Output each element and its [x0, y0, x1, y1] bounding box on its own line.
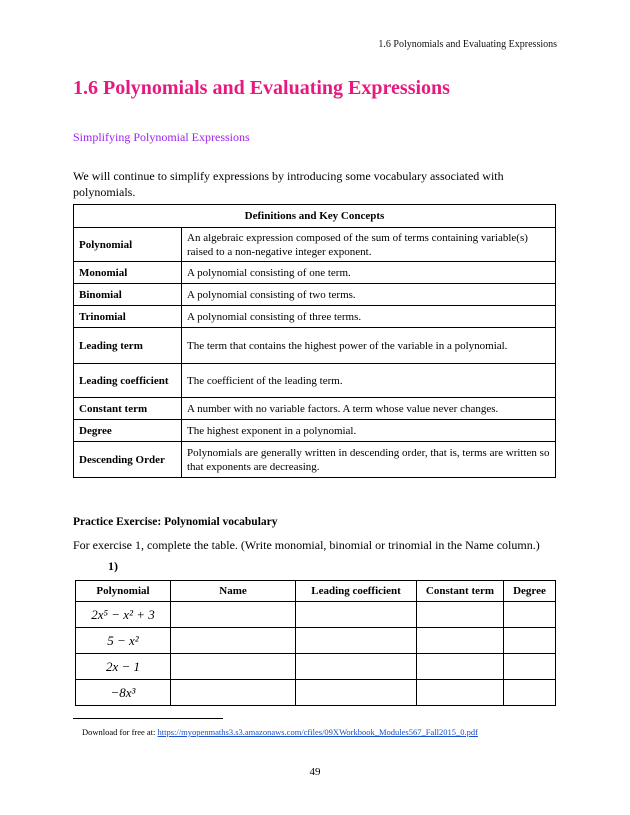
footnote-rule: [73, 718, 223, 719]
constant-term-answer-cell[interactable]: [417, 680, 504, 706]
polynomial-cell: 2x⁵ − x² + 3: [76, 602, 171, 628]
definition-term: Degree: [74, 420, 182, 442]
definition-text: The term that contains the highest power of the variable in a polynomial.: [182, 328, 556, 364]
definition-term: Descending Order: [74, 442, 182, 478]
definition-term: Trinomial: [74, 306, 182, 328]
constant-term-answer-cell[interactable]: [417, 602, 504, 628]
practice-row: [76, 602, 556, 628]
definition-row: [74, 228, 556, 262]
practice-header-row: [76, 581, 556, 602]
definition-term: Leading coefficient: [74, 364, 182, 398]
definition-term: Constant term: [74, 398, 182, 420]
definition-text: An algebraic expression composed of the sum of terms containing variable(s) raised to a non-negative integer exponent.: [182, 228, 556, 262]
definition-row: [74, 398, 556, 420]
practice-row: [76, 654, 556, 680]
definition-text: A number with no variable factors. A term whose value never changes.: [182, 398, 556, 420]
definition-term: Leading term: [74, 328, 182, 364]
page-number: 49: [309, 766, 321, 778]
name-answer-cell[interactable]: [171, 602, 296, 628]
definition-row: [74, 284, 556, 306]
degree-answer-cell[interactable]: [504, 602, 556, 628]
definition-text: A polynomial consisting of three terms.: [182, 306, 556, 328]
definitions-header-row: [74, 205, 556, 228]
polynomial-cell: 2x − 1: [76, 654, 171, 680]
intro-paragraph: We will continue to simplify expressions by introducing some vocabulary associated with polynomials.: [73, 169, 504, 199]
practice-table: [75, 580, 556, 706]
definition-term: Polynomial: [74, 228, 182, 262]
section-title: Simplifying Polynomial Expressions: [73, 130, 250, 144]
footnote: [82, 727, 478, 737]
column-header: Constant term: [417, 581, 504, 602]
column-header: Polynomial: [76, 581, 171, 602]
column-header: Leading coefficient: [296, 581, 417, 602]
degree-answer-cell[interactable]: [504, 654, 556, 680]
leading-coefficient-answer-cell[interactable]: [296, 602, 417, 628]
definition-row: [74, 420, 556, 442]
leading-coefficient-answer-cell[interactable]: [296, 654, 417, 680]
definition-text: A polynomial consisting of one term.: [182, 262, 556, 284]
definition-row: [74, 328, 556, 364]
definition-row: [74, 364, 556, 398]
leading-coefficient-answer-cell[interactable]: [296, 628, 417, 654]
footnote-prefix: Download for free at:: [82, 727, 158, 737]
definition-text: Polynomials are generally written in descending order, that is, terms are written so that exponents are decreasing.: [182, 442, 556, 478]
name-answer-cell[interactable]: [171, 628, 296, 654]
definition-text: The coefficient of the leading term.: [182, 364, 556, 398]
definition-row: [74, 442, 556, 478]
leading-coefficient-answer-cell[interactable]: [296, 680, 417, 706]
practice-row: [76, 680, 556, 706]
definition-row: [74, 306, 556, 328]
column-header: Degree: [504, 581, 556, 602]
download-link[interactable]: https://myopenmaths3.s3.amazonaws.com/cfiles/09XWorkbook_Modules567_Fall2015_0.pdf: [157, 727, 478, 737]
definition-row: [74, 262, 556, 284]
column-header: Name: [171, 581, 296, 602]
degree-answer-cell[interactable]: [504, 680, 556, 706]
definitions-header: Definitions and Key Concepts: [74, 205, 556, 228]
name-answer-cell[interactable]: [171, 654, 296, 680]
chapter-title: 1.6 Polynomials and Evaluating Expressions: [73, 77, 450, 99]
constant-term-answer-cell[interactable]: [417, 628, 504, 654]
name-answer-cell[interactable]: [171, 680, 296, 706]
polynomial-cell: 5 − x²: [76, 628, 171, 654]
polynomial-cell: −8x³: [76, 680, 171, 706]
definitions-table: [73, 204, 556, 478]
degree-answer-cell[interactable]: [504, 628, 556, 654]
definition-text: A polynomial consisting of two terms.: [182, 284, 556, 306]
exercise-number: 1): [108, 559, 118, 573]
running-header: 1.6 Polynomials and Evaluating Expressions: [378, 39, 557, 50]
definition-term: Binomial: [74, 284, 182, 306]
practice-row: [76, 628, 556, 654]
definition-term: Monomial: [74, 262, 182, 284]
practice-instructions: For exercise 1, complete the table. (Write monomial, binomial or trinomial in the Name column.): [73, 538, 540, 552]
practice-heading: Practice Exercise: Polynomial vocabulary: [73, 516, 278, 528]
constant-term-answer-cell[interactable]: [417, 654, 504, 680]
definition-text: The highest exponent in a polynomial.: [182, 420, 556, 442]
